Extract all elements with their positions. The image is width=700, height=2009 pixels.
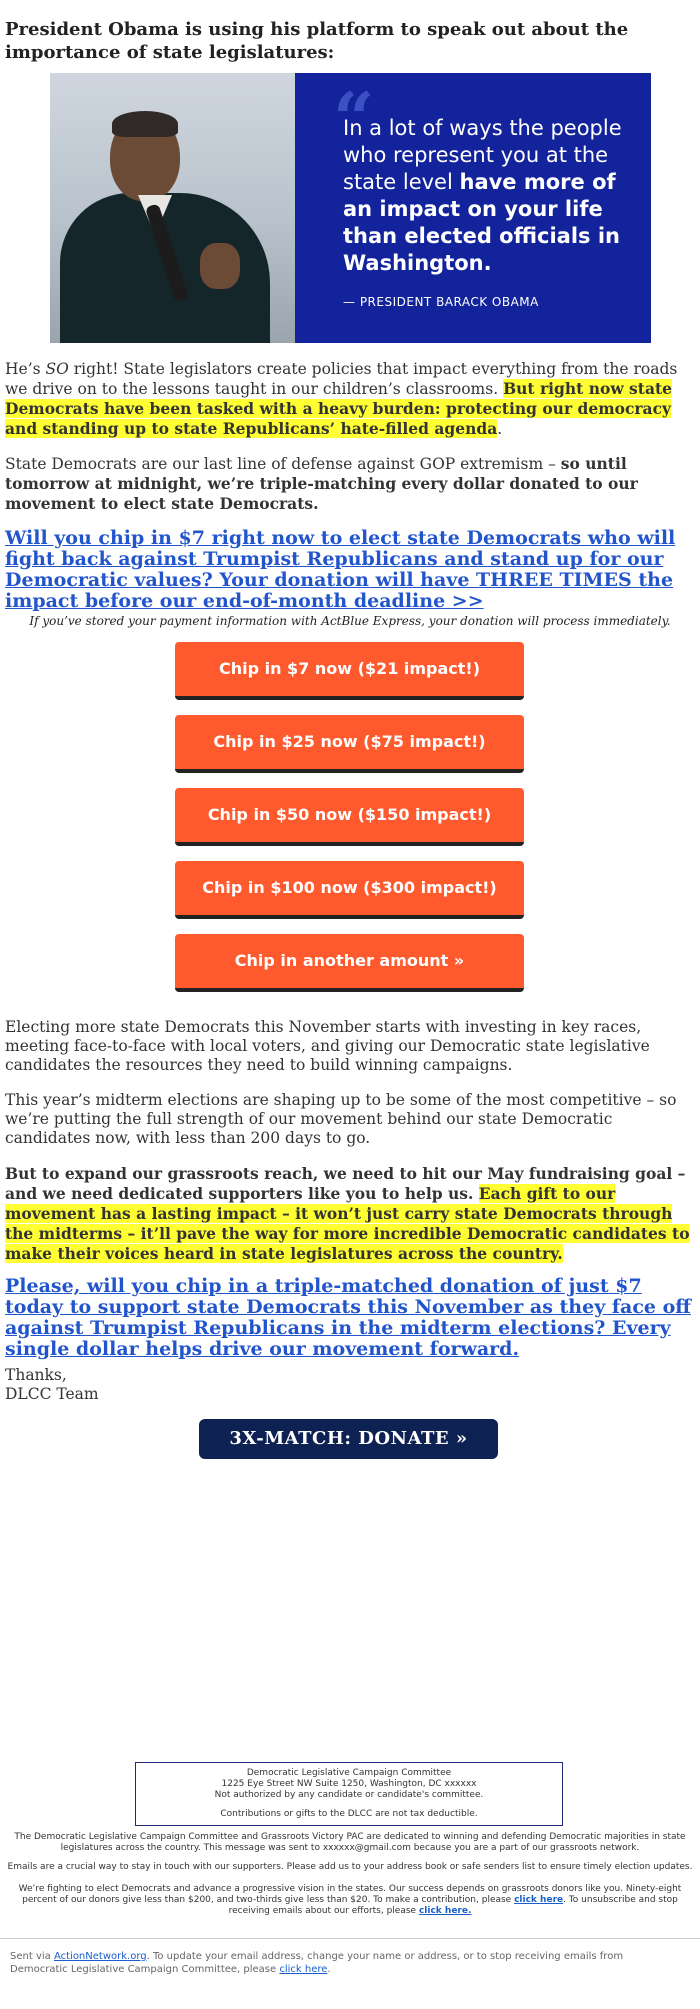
quote-mark-icon: “: [333, 76, 375, 161]
actionnetwork-link[interactable]: ActionNetwork.org: [53, 1951, 147, 1962]
footer-mission: The Democratic Legislative Campaign Committee and Grassroots Victory PAC are dedicated to winning and defending Democratic majorities in state legislatures across the country. This message was sent to xxxxxx@gmail.com because you are a part of our grassroots network.: [14, 1832, 686, 1853]
hero-banner: [50, 73, 651, 343]
footer-safe-senders: Emails are a crucial way to stay in touch with our supporters. Please add us to your address book or safe senders list to ensure timely election updates.: [7, 1862, 693, 1872]
quote-attribution: — PRESIDENT BARACK OBAMA: [343, 295, 539, 309]
sent-via-notice: Sent via ActionNetwork.org. To update your email address, change your name or address, or to stop receiving emails from Democratic Legislative Campaign Committee, please click here.: [10, 1951, 624, 1975]
footer-divider: [0, 1938, 700, 1939]
unsubscribe-link[interactable]: click here.: [418, 1906, 472, 1916]
paragraph-5: But to expand our grassroots reach, we need to hit our May fundraising goal – and we need dedicated supporters like you to help us. Each gift to our movement has a lasting impact – it won’t just carry state Democrats through the midterms – it’ll pave the way for more incredible Democratic candidates to make their voices heard in state legislatures across the country.: [5, 1164, 690, 1263]
quote-text: In a lot of ways the people who represent you at the state level have more of an impact on your life than elected officials in Washington.: [343, 116, 622, 275]
chip-in-100-button[interactable]: Chip in $100 now ($300 impact!): [175, 861, 524, 919]
quote-panel: [295, 73, 651, 343]
signoff: Thanks, DLCC Team: [5, 1366, 99, 1403]
donate-link-2[interactable]: Please, will you chip in a triple-matched donation of just $7 today to support state Democrats this November as they face off against Trumpist Republicans in the midterm elections? Every single dollar helps drive our movement forward.: [5, 1275, 691, 1360]
paragraph-3: Electing more state Democrats this November starts with investing in key races, meeting face-to-face with local voters, and giving our Democratic state legislative candidates the resources they need to build winning campaigns.: [5, 1018, 650, 1074]
chip-in-other-button[interactable]: Chip in another amount »: [175, 934, 524, 992]
paragraph-1: He’s SO right! State legislators create policies that impact everything from the roads we drive on to the lessons taught in our children’s classrooms. But right now state Democrats have been tasked with a heavy burden: protecting our democracy and standing up to state Republicans’ hate-filled agenda.: [5, 360, 678, 438]
paragraph-2: State Democrats are our last line of defense against GOP extremism – so until tomorrow at midnight, we’re triple-matching every dollar donated to our movement to elect state Democrats.: [5, 454, 638, 513]
chip-in-50-button[interactable]: Chip in $50 now ($150 impact!): [175, 788, 524, 846]
chip-in-25-button[interactable]: Chip in $25 now ($75 impact!): [175, 715, 524, 773]
manage-email-link[interactable]: click here: [279, 1964, 328, 1975]
donate-link-1[interactable]: Will you chip in $7 right now to elect state Democrats who will fight back against Trumpist Republicans and stand up for our Democratic values? Your donation will have THREE TIMES the impact before our end-of-month deadline >>: [5, 527, 676, 612]
donate-button[interactable]: 3X-MATCH: DONATE »: [199, 1419, 498, 1459]
chip-in-7-button[interactable]: Chip in $7 now ($21 impact!): [175, 642, 524, 700]
obama-photo: [50, 73, 295, 343]
actblue-note: If you’ve stored your payment information with ActBlue Express, your donation will process immediately.: [29, 614, 671, 628]
intro-heading: President Obama is using his platform to speak out about the importance of state legislatures:: [5, 19, 629, 63]
address-box: Democratic Legislative Campaign Committee 1225 Eye Street NW Suite 1250, Washington, DC xxxxxx Not authorized by any candidate or candidate's committee. Contributions or gifts to the DLCC are not tax deductible.: [135, 1762, 563, 1826]
footer-donors: We’re fighting to elect Democrats and advance a progressive vision in the states. Our success depends on grassroots donors like you. Ninety-eight percent of our donors give less than $200, and two-thirds give less than $20. To make a contribution, please click here. To unsubscribe and stop receiving emails about our efforts, please click here.: [18, 1884, 682, 1916]
paragraph-4: This year’s midterm elections are shaping up to be some of the most competitive – so we’re putting the full strength of our movement behind our state Democratic candidates now, with less than 200 days to go.: [5, 1091, 677, 1147]
contribute-link[interactable]: click here: [514, 1895, 564, 1905]
